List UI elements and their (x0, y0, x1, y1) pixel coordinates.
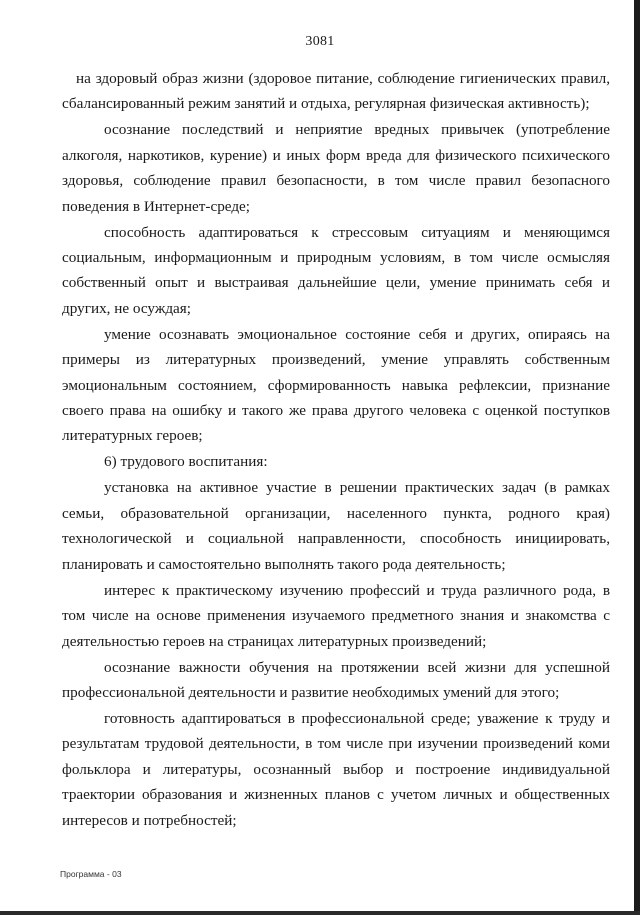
document-body (62, 66, 610, 834)
paragraph-emotional-awareness: умение осознавать эмоциональное состояние себя и других, опираясь на примеры из литературных произведений, умение управлять собственным эмоциональным состоянием, сформированность навыка рефлексии, признание своего права на ошибку и такого же права другого человека с оценкой поступков литературных героев; (62, 325, 610, 445)
paragraph-harmful-habits: осознание последствий и неприятие вредных привычек (употребление алкоголя, наркотиков, курение) и иных форм вреда для физического психического здоровья, соблюдение правил безопасности, в том числе правил безопасного поведения в Интернет-среде; (62, 121, 610, 215)
paragraph-stress-adaptation: способность адаптироваться к стрессовым ситуациям и меняющимся социальным, информационным и природным условиям, в том числе осмысляя собственный опыт и выстраивая дальнейшие цели, умение принимать себя и других, не осуждая; (62, 223, 610, 317)
paragraph-lifelong-learning: осознание важности обучения на протяжении всей жизни для успешной профессиональной деятельности и развитие необходимых умений для этого; (62, 658, 610, 701)
scan-edge-right (634, 0, 640, 915)
paragraph-practical-tasks: установка на активное участие в решении практических задач (в рамках семьи, образовательной организации, населенного пункта, родного края) технологической и социальной направленности, способность инициировать, планировать и самостоятельно выполнять такого рода деятельность; (62, 479, 610, 573)
section-heading-labor-education: 6) трудового воспитания: (104, 453, 268, 471)
paragraph-professions-interest: интерес к практическому изучению профессий и труда различного рода, в том числе на основе применения изучаемого предметного знания и знакомства с деятельностью героев на страницах литературных произведений; (62, 581, 610, 650)
page-number: 3081 (305, 34, 335, 49)
paragraph-professional-adaptation: готовность адаптироваться в профессиональной среде; уважение к труду и результатам трудовой деятельности, в том числе при изучении произведений коми фольклора и литературы, осознанный выбор и построение индивидуальной траектории образования и жизненных планов с учетом личных и общественных интересов и потребностей; (62, 709, 610, 829)
paragraph-healthy-lifestyle-continued: на здоровый образ жизни (здоровое питание, соблюдение гигиенических правил, сбалансированный режим занятий и отдыха, регулярная физическая активность); (62, 70, 610, 113)
scan-edge-bottom (0, 911, 640, 915)
footer-program-label: Программа - 03 (60, 869, 122, 879)
